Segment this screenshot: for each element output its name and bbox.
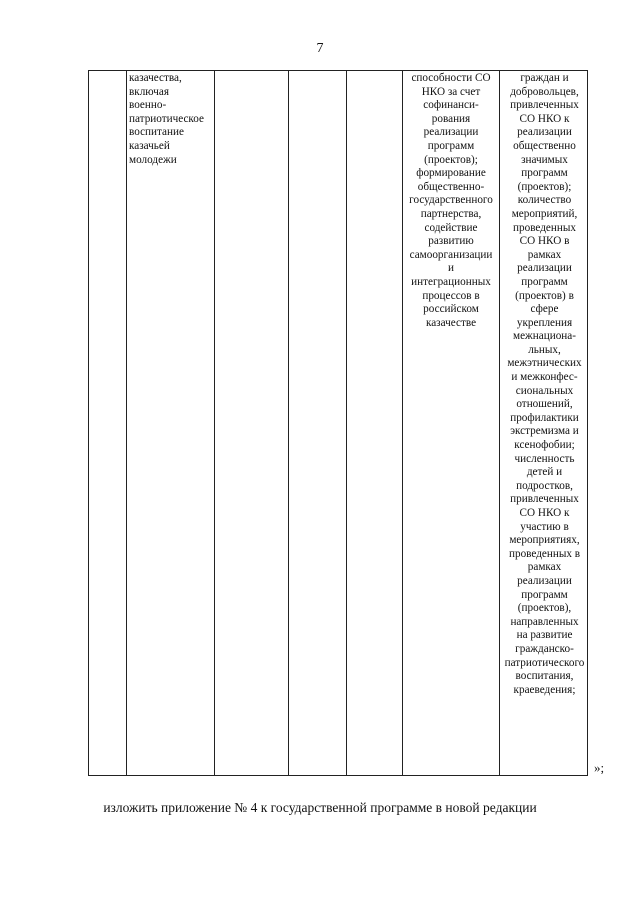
table-cell-line: рамках (527, 561, 562, 574)
table-cell-line: СО НКО к (519, 112, 570, 125)
table-cell-line: добровольцев, (510, 85, 579, 98)
table-cell-line: граждан и (520, 72, 569, 84)
table-cell-line: детей и (526, 466, 563, 479)
table-cell-line: (проектов) в (515, 289, 574, 302)
table-cell-line: самоорганизации (409, 248, 493, 261)
table-cell-line: и межконфес- (511, 371, 578, 384)
table-column-7 (500, 71, 589, 775)
table-cell-line: реализации (517, 262, 572, 275)
table-cell-line: реализации (517, 126, 572, 139)
table-cell-line: казачьей (129, 139, 170, 152)
table-cell-line: программ (521, 275, 568, 288)
table-cell-line: численность (514, 452, 575, 465)
table-cell-line: межэтнических (507, 357, 582, 370)
table-column-3 (215, 71, 289, 775)
program-table (88, 70, 588, 776)
table-cell-line: реализации (423, 126, 479, 139)
table-cell-line: привлеченных (510, 493, 579, 506)
table-cell-line: на развитие (516, 629, 573, 642)
table-cell-line: казачества, (129, 72, 182, 84)
table-cell-line: развитию (428, 235, 474, 248)
table-cell-line: проведенных (513, 221, 576, 234)
table-cell-line: и (448, 262, 454, 275)
table-cell-line: общественно (513, 139, 576, 152)
table-cell-line: участию в (520, 520, 569, 533)
table-cell-line: мероприятий, (511, 207, 578, 220)
table-cell-line: молодежи (129, 153, 177, 166)
table-cell-line: патриотическое (129, 112, 204, 125)
table-cell-line: реализации (517, 574, 572, 587)
table-cell-line: подростков, (516, 479, 573, 492)
amendment-text: изложить приложение № 4 к государственной программе в новой редакции (103, 800, 537, 815)
table-cell-line: процессов в (422, 289, 480, 302)
table-cell-line: количество (517, 194, 572, 207)
table-column-4 (289, 71, 347, 775)
table-cell-line: привлеченных (510, 99, 579, 112)
table-cell-line: льных, (528, 343, 561, 356)
table-cell-line: ксенофобии; (514, 439, 575, 452)
table-cell-line: НКО за счет (421, 85, 481, 98)
table-cell-line: интеграционных (411, 275, 491, 288)
table-cell-line: российском (423, 303, 479, 316)
table-cell-line: рования (431, 112, 471, 125)
page-number: 7 (316, 41, 324, 56)
table-cell-line: (проектов); (424, 153, 478, 166)
table-column-5 (347, 71, 403, 775)
table-cell-line: казачестве (425, 316, 477, 329)
table-cell-line: содействие (424, 221, 478, 234)
table-cell-line: включая (129, 85, 169, 98)
table-cell-line: профилактики (510, 411, 579, 424)
table-column-2 (127, 71, 215, 775)
table-cell-line: патриотического (504, 656, 585, 669)
table-cell-line: государственного (409, 194, 493, 207)
table-cell-line: проведенных в (508, 547, 581, 560)
table-cell-line: программ (427, 139, 475, 152)
table-cell-line: воспитания, (515, 670, 574, 683)
table-cell-line: программ (521, 588, 568, 601)
table-cell-line: формирование (416, 167, 486, 180)
table-column-6 (403, 71, 500, 775)
table-cell-line: способности СО (411, 72, 491, 84)
table-cell-line: софинанси- (423, 99, 479, 112)
table-cell-line: общественно- (417, 180, 485, 193)
table-cell-line: укрепления (516, 316, 573, 329)
table-cell-line: военно- (129, 99, 167, 112)
table-cell-line: значимых (521, 153, 568, 166)
table-cell-line: межнациона- (513, 330, 576, 343)
table-cell-line: сиональных (515, 384, 574, 397)
table-cell-line: отношений, (516, 398, 573, 411)
table-cell-line: партнерства, (420, 207, 482, 220)
table-cell-line: экстремизма и (510, 425, 579, 438)
table-cell-line: краеведения; (513, 683, 576, 696)
table-cell-line: сфере (530, 303, 559, 316)
table-cell-line: (проектов); (517, 180, 572, 193)
closing-quote-mark: »; (594, 760, 605, 775)
table-cell-line: воспитание (129, 126, 184, 139)
table-column-1 (89, 71, 127, 775)
table-cell-line: мероприятиях, (509, 534, 580, 547)
table-cell-line: гражданско- (515, 642, 574, 655)
table-cell-line: (проектов), (517, 602, 572, 615)
table-cell-line: СО НКО к (519, 507, 570, 519)
table-cell-line: рамках (527, 248, 562, 261)
table-cell-line: программ (521, 167, 568, 180)
table-cell-line: направленных (510, 615, 579, 628)
table-cell-line: СО НКО в (519, 235, 570, 248)
